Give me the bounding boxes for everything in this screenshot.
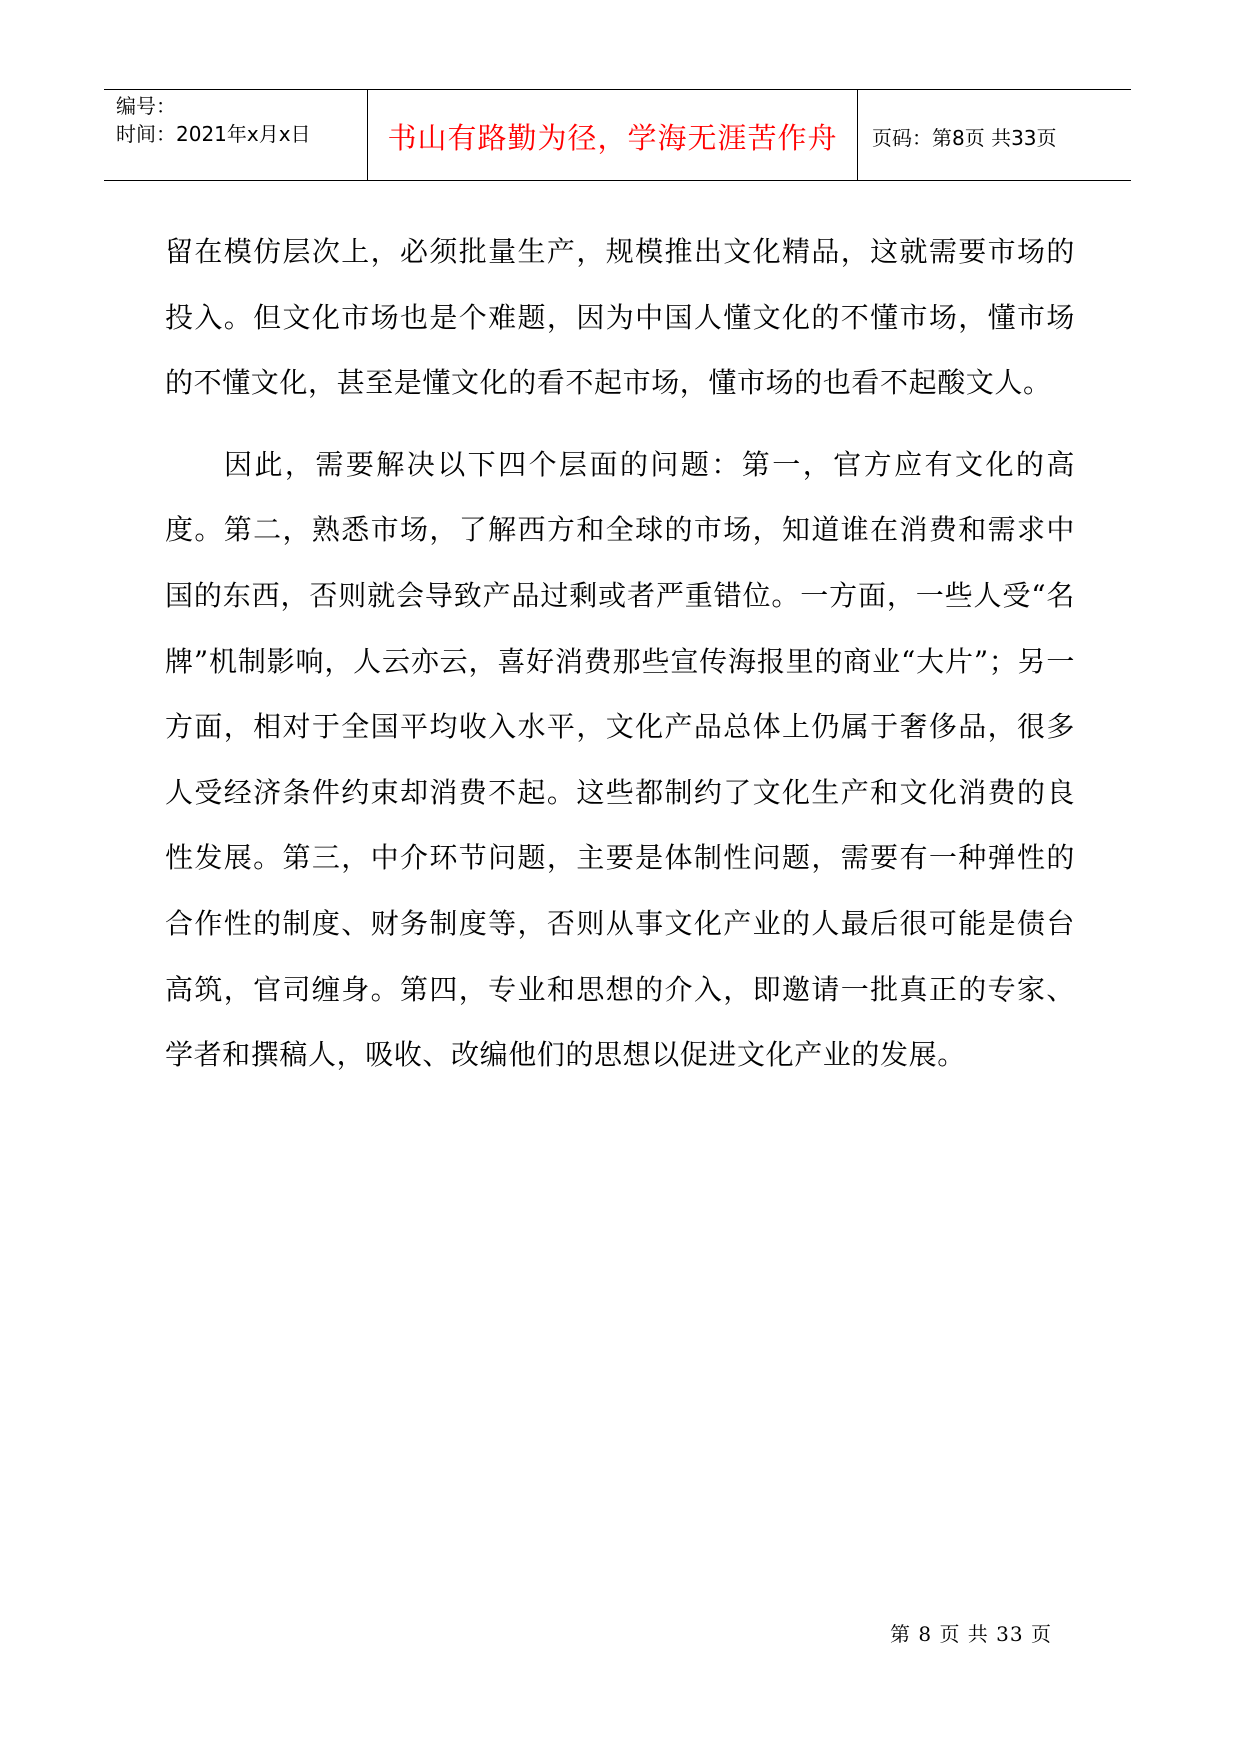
- header-meta: [104, 90, 368, 180]
- page-header: [104, 89, 1131, 181]
- paragraph: 留在模仿层次上，必须批量生产，规模推出文化精品，这就需要市场的投入。但文化市场也是个难题，因为中国人懂文化的不懂市场，懂市场的不懂文化，甚至是懂文化的看不起市场，懂市场的也看不起酸文人。: [165, 235, 1075, 400]
- document-number-label: 编号：: [116, 94, 176, 118]
- header-page-info: 页码：第8页 共33页: [872, 125, 1057, 150]
- paragraph: 因此，需要解决以下四个层面的问题：第一，官方应有文化的高度。第二，熟悉市场，了解西方和全球的市场，知道谁在消费和需求中国的东西，否则就会导致产品过剩或者严重错位。一方面，一些人受“名牌”机制影响，人云亦云，喜好消费那些宣传海报里的商业“大片”；另一方面，相对于全国平均收入水平，文化产品总体上仍属于奢侈品，很多人受经济条件约束却消费不起。这些都制约了文化生产和文化消费的良性发展。第三，中介环节问题，主要是体制性问题，需要有一种弹性的合作性的制度、财务制度等，否则从事文化产业的人最后很可能是债台高筑，官司缠身。第四，专业和思想的介入，即邀请一批真正的专家、学者和撰稿人，吸收、改编他们的思想以促进文化产业的发展。: [165, 447, 1075, 1072]
- document-time-label: 时间：2021年x月x日: [116, 122, 311, 146]
- header-motto: 书山有路勤为径，学海无涯苦作舟: [368, 90, 858, 180]
- document-body: [165, 219, 1075, 1088]
- page-footer: 第 8 页 共 33 页: [890, 1622, 1052, 1646]
